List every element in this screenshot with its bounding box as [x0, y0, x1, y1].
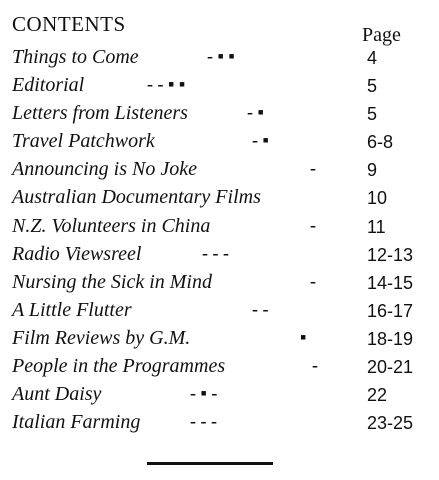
entry-leader: - ▪ [252, 130, 269, 151]
entry-page: 14-15 [367, 272, 414, 293]
entry-title: A Little Flutter [12, 298, 132, 321]
entry-page: 16-17 [367, 300, 414, 321]
entry-leader: - ▪ [247, 102, 264, 123]
entry-page: 18-19 [367, 328, 414, 349]
entry-title: Travel Patchwork [12, 130, 155, 153]
entry-leader: - - - [190, 411, 217, 432]
entry-title: Nursing the Sick in Mind [12, 270, 212, 293]
contents-entry [12, 297, 432, 325]
entry-title: People in the Programmes [12, 355, 226, 378]
entry-page: 5 [367, 104, 378, 125]
contents-entry [12, 100, 432, 128]
entry-page: 22 [367, 385, 388, 406]
entry-leader: - [310, 270, 316, 291]
divider-rule [147, 462, 273, 465]
entry-page: 5 [367, 76, 378, 97]
entry-title: Film Reviews by G.M. [12, 326, 191, 349]
contents-entry [12, 156, 432, 184]
entry-title: Announcing is No Joke [12, 158, 197, 181]
contents-entry [12, 213, 432, 241]
contents-entry [12, 44, 432, 72]
entry-title: Australian Documentary Films [12, 186, 261, 209]
entry-page: 11 [367, 216, 386, 237]
entry-leader: - ▪ - [190, 383, 218, 404]
contents-header [12, 8, 427, 44]
entry-leader: - [310, 158, 316, 179]
contents-entry [12, 409, 432, 437]
entry-title: Editorial [12, 74, 85, 97]
entry-leader: - - ▪ ▪ [147, 74, 186, 95]
entry-title: Letters from Listeners [12, 102, 188, 125]
entry-leader: - ▪ ▪ [207, 46, 235, 66]
contents-entry [12, 353, 432, 381]
entry-page: 10 [367, 188, 388, 209]
contents-entry [12, 325, 432, 353]
entry-title: Things to Come [12, 46, 139, 68]
entry-title: Italian Farming [12, 411, 141, 434]
entry-page: 6-8 [367, 132, 394, 153]
entry-leader: - - - [202, 242, 229, 263]
entry-page: 23-25 [367, 413, 414, 434]
contents-entry [12, 184, 432, 212]
entry-leader: - [310, 214, 316, 235]
entry-leader: - - [252, 298, 269, 319]
entry-page: 20-21 [367, 357, 414, 378]
entry-leader: - [312, 355, 318, 376]
entry-leader: ▪ [300, 326, 307, 347]
entry-page: 4 [367, 48, 378, 68]
contents-entry [12, 241, 432, 269]
entry-title: Aunt Daisy [12, 383, 102, 406]
entry-title: Radio Viewsreel [12, 242, 142, 265]
page-column-label: Page [362, 24, 401, 46]
contents-entry [12, 381, 432, 409]
contents-entry [12, 128, 432, 156]
contents-entry [12, 72, 432, 100]
entry-page: 9 [367, 160, 378, 181]
contents-title: CONTENTS [12, 12, 126, 36]
entry-title: N.Z. Volunteers in China [12, 214, 211, 237]
entry-page: 12-13 [367, 244, 414, 265]
contents-entry [12, 269, 432, 297]
contents-list [12, 44, 432, 437]
